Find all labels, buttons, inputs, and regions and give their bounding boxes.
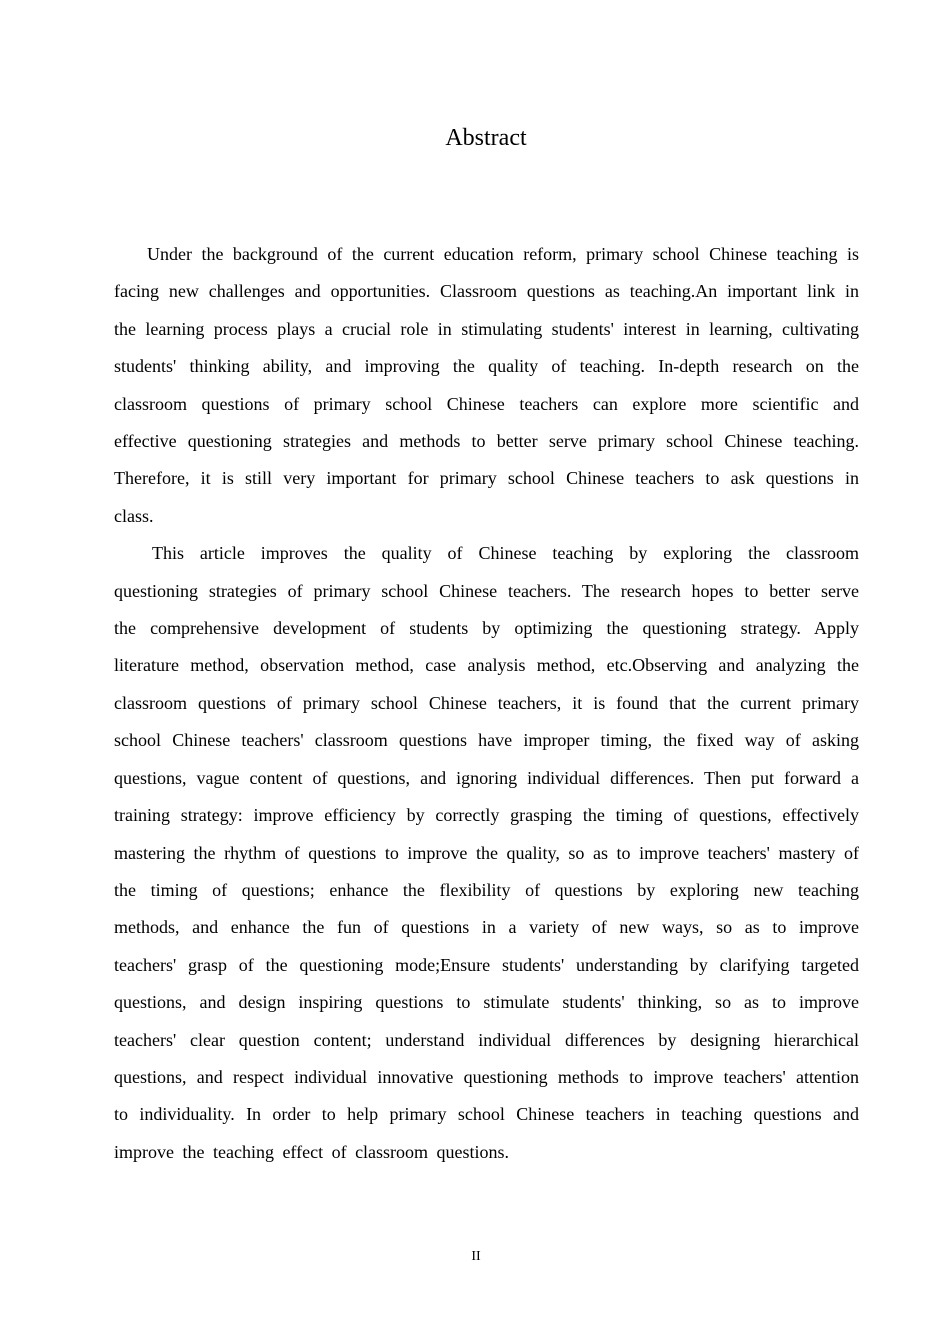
page-number: II (471, 1249, 481, 1264)
abstract-paragraph-1: Under the background of the current education reform, primary school Chinese teaching is facing new challenges and opportunities. Classroom questions as teaching.An important link in the learning process plays a crucial role in stimulating students' interest in learning, cultivating students' thinking ability, and improving the quality of teaching. In-depth research on the classroom questions of primary school Chinese teachers can explore more scientific and effective questioning strategies and methods to better serve primary school Chinese teaching. Therefore, it is still very important for primary school Chinese teachers to ask questions in class. (114, 244, 859, 526)
page-title: Abstract (445, 125, 527, 151)
abstract-paragraph-2: This article improves the quality of Chinese teaching by exploring the classroom questioning strategies of primary school Chinese teachers. The research hopes to better serve the comprehensive development of students by optimizing the questioning strategy. Apply literature method, observation method, case analysis method, etc.Observing and analyzing the classroom questions of primary school Chinese teachers, it is found that the current primary school Chinese teachers' classroom questions have improper timing, the fixed way of asking questions, vague content of questions, and ignoring individual differences. Then put forward a training strategy: improve efficiency by correctly grasping the timing of questions, effectively mastering the rhythm of questions to improve the quality, so as to improve teachers' mastery of the timing of questions; enhance the flexibility of questions by exploring new teaching methods, and enhance the fun of questions in a variety of new ways, so as to improve teachers' grasp of the questioning mode;Ensure students' understanding by clarifying targeted questions, and design inspiring questions to stimulate students' thinking, so as to improve teachers' clear question content; understand individual differences by designing hierarchical questions, and respect individual innovative questioning methods to improve teachers' attention to individuality. In order to help primary school Chinese teachers in teaching questions and improve the teaching effect of classroom questions. (114, 543, 859, 1162)
abstract-body (114, 236, 859, 1171)
